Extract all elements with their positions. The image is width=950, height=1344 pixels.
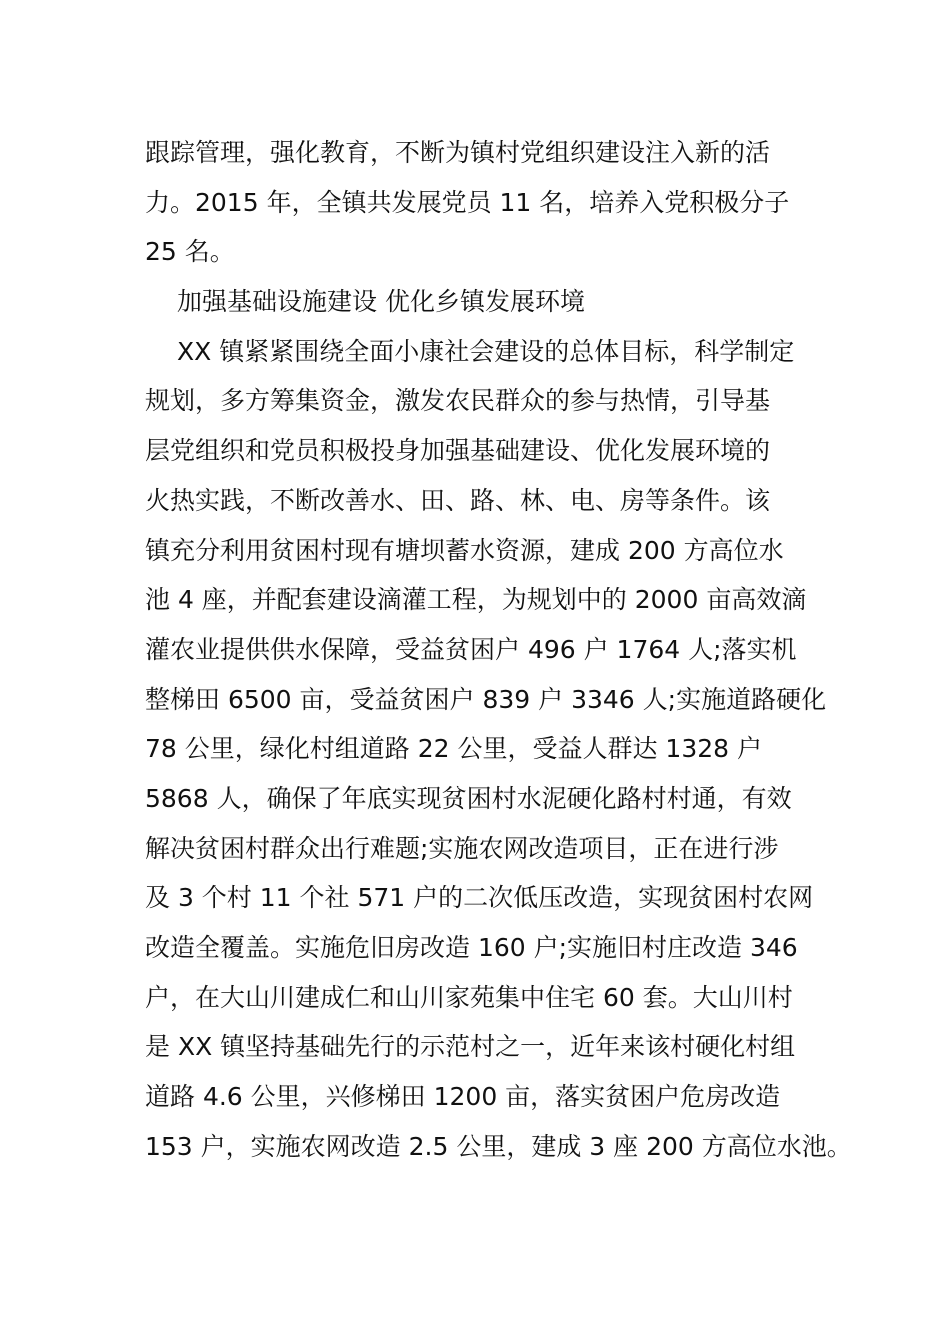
text-line: 改造全覆盖。实施危旧房改造 160 户;实施旧村庄改造 346 [145, 933, 798, 962]
text-line: 镇充分利用贫困村现有塘坝蓄水资源，建成 200 方高位水 [145, 535, 784, 565]
text-line: 78 公里，绿化村组道路 22 公里，受益人群达 1328 户 [145, 734, 762, 764]
text-line: 及 3 个村 11 个社 571 户的二次低压改造，实现贫困村农网 [145, 883, 814, 913]
text-line: 池 4 座，并配套建设滴灌工程，为规划中的 2000 亩高效滴 [145, 585, 807, 615]
text-line: 25 名。 [145, 237, 235, 267]
text-line: 153 户，实施农网改造 2.5 公里，建成 3 座 200 方高位水池。 [145, 1131, 852, 1161]
text-line: 户，在大山川建成仁和山川家苑集中住宅 60 套。大山川村 [145, 982, 793, 1012]
text-line: 跟踪管理，强化教育，不断为镇村党组织建设注入新的活 [145, 138, 771, 167]
body-text [145, 128, 852, 1171]
text-line: 是 XX 镇坚持基础先行的示范村之一，近年来该村硬化村组 [145, 1032, 796, 1062]
text-line: 火热实践，不断改善水、田、路、林、电、房等条件。该 [145, 485, 771, 515]
text-line: 层党组织和党员积极投身加强基础建设、优化发展环境的 [145, 436, 771, 466]
text-line: 解决贫困村群众出行难题;实施农网改造项目，正在进行涉 [145, 833, 779, 863]
text-line: 规划，多方筹集资金，激发农民群众的参与热情，引导基 [145, 386, 771, 416]
text-line: 灌农业提供供水保障，受益贫困户 496 户 1764 人;落实机 [145, 634, 797, 664]
text-line: 整梯田 6500 亩，受益贫困户 839 户 3346 人;实施道路硬化 [145, 684, 827, 714]
text-line: XX 镇紧紧围绕全面小康社会建设的总体目标，科学制定 [177, 336, 795, 366]
text-line: 力。2015 年，全镇共发展党员 11 名，培养入党积极分子 [145, 187, 790, 217]
text-line: 道路 4.6 公里，兴修梯田 1200 亩，落实贫困户危房改造 [145, 1082, 781, 1112]
text-line: 5868 人，确保了年底实现贫困村水泥硬化路村村通，有效 [145, 783, 792, 813]
section-heading: 加强基础设施建设 优化乡镇发展环境 [177, 287, 585, 317]
